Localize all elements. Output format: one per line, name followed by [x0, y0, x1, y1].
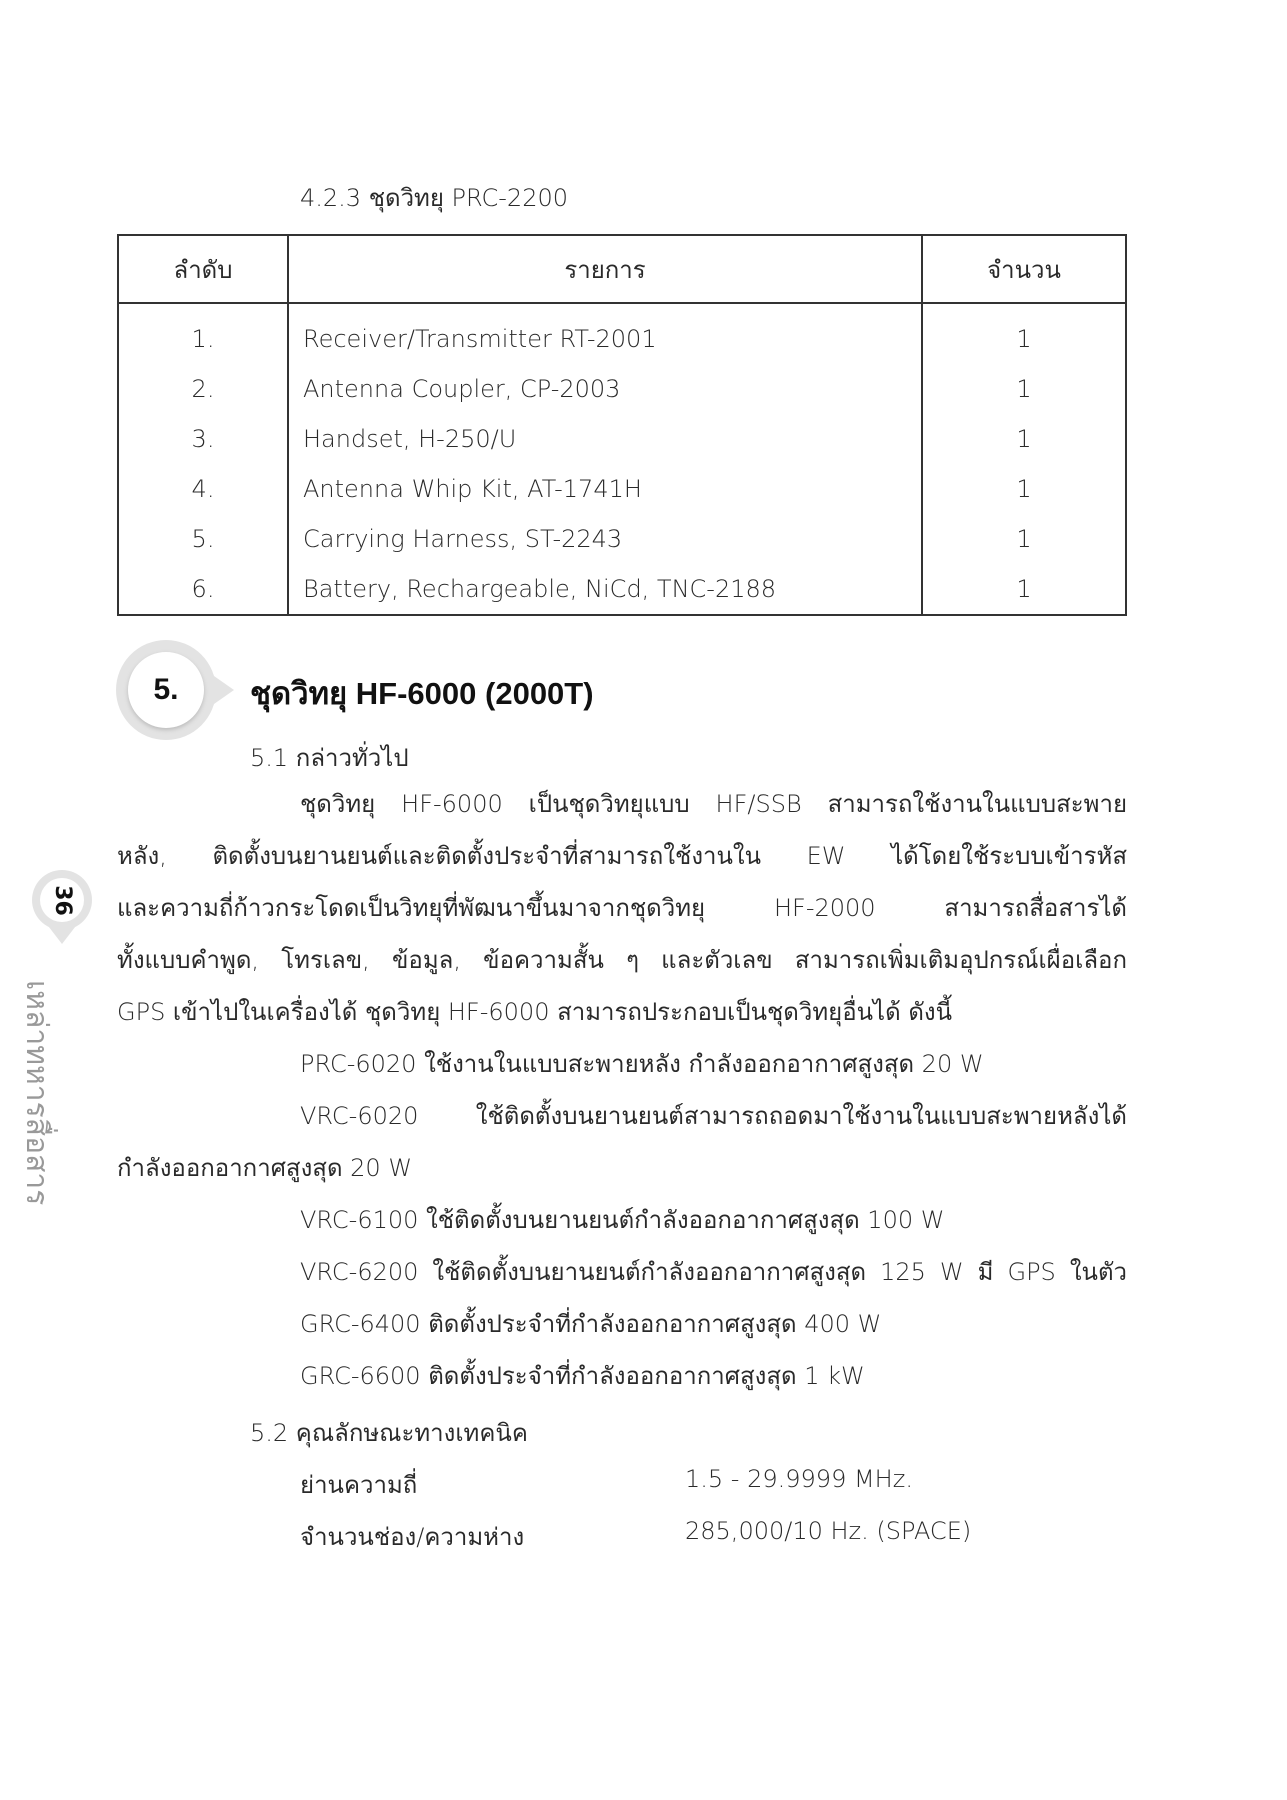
variant-line: VRC-6020 ใช้ติดตั้งบนยานยนต์สามารถถอดมาใช้งานในแบบสะพายหลังได้	[300, 1102, 1127, 1130]
table-row	[118, 414, 1126, 464]
row-item: Handset, H-250/U	[288, 414, 922, 464]
row-item: Carrying Harness, ST-2243	[288, 514, 922, 564]
spec-row	[300, 1517, 971, 1556]
spec-label: ย่านความถี่	[300, 1471, 418, 1499]
row-order: 1.	[118, 303, 288, 364]
variant-line: VRC-6200 ใช้ติดตั้งบนยานยนต์กำลังออกอากาศสูงสุด 125 W มี GPS ในตัว	[300, 1258, 1127, 1286]
subheading-general: 5.1 กล่าวทั่วไป	[250, 744, 409, 772]
page-number: 36	[49, 884, 75, 916]
table-row	[118, 514, 1126, 564]
body-paragraph	[117, 778, 1127, 1402]
paragraph-line: GPS เข้าไปในเครื่องได้ ชุดวิทยุ HF-6000 สามารถประกอบเป็นชุดวิทยุอื่นได้ ดังนี้	[117, 998, 953, 1026]
variant-line: GRC-6400 ติดตั้งประจำที่กำลังออกอากาศสูงสุด 400 W	[300, 1310, 882, 1338]
variant-line: PRC-6020 ใช้งานในแบบสะพายหลัง กำลังออกอากาศสูงสุด 20 W	[300, 1050, 984, 1078]
paragraph-line: ชุดวิทยุ HF-6000 เป็นชุดวิทยุแบบ HF/SSB สามารถใช้งานในแบบสะพาย	[300, 790, 1127, 818]
row-order: 3.	[118, 414, 288, 464]
equipment-table	[117, 234, 1127, 616]
variant-line: กำลังออกอากาศสูงสุด 20 W	[117, 1154, 413, 1182]
row-item: Antenna Whip Kit, AT-1741H	[288, 464, 922, 514]
table-row	[118, 564, 1126, 615]
row-quantity: 1	[922, 303, 1126, 364]
page-number-tab	[28, 870, 98, 960]
row-item: Antenna Coupler, CP-2003	[288, 364, 922, 414]
spec-value: 1.5 - 29.9999 MHz.	[685, 1465, 913, 1493]
row-order: 4.	[118, 464, 288, 514]
spec-value: 285,000/10 Hz. (SPACE)	[685, 1517, 972, 1545]
variant-line: GRC-6600 ติดตั้งประจำที่กำลังออกอากาศสูงสุด 1 kW	[300, 1362, 865, 1390]
row-item: Battery, Rechargeable, NiCd, TNC-2188	[288, 564, 922, 615]
paragraph-line: ทั้งแบบคำพูด, โทรเลข, ข้อมูล, ข้อความสั้น ๆ และตัวเลข สามารถเพิ่มเติมอุปกรณ์เผื่อเลือก	[117, 946, 1127, 974]
table-row	[118, 303, 1126, 364]
table-row	[118, 364, 1126, 414]
row-quantity: 1	[922, 514, 1126, 564]
table-row	[118, 464, 1126, 514]
variant-line: VRC-6100 ใช้ติดตั้งบนยานยนต์กำลังออกอากาศสูงสุด 100 W	[300, 1206, 945, 1234]
table-caption: 4.2.3 ชุดวิทยุ PRC-2200	[300, 184, 569, 212]
row-item: Receiver/Transmitter RT-2001	[288, 303, 922, 364]
subheading-technical: 5.2 คุณลักษณะทางเทคนิค	[250, 1419, 528, 1447]
spec-row	[300, 1465, 913, 1504]
section-number: 5.	[128, 652, 204, 728]
paragraph-line: หลัง, ติดตั้งบนยานยนต์และติดตั้งประจำที่สามารถใช้งานใน EW ได้โดยใช้ระบบเข้ารหัส	[117, 842, 1127, 870]
row-quantity: 1	[922, 414, 1126, 464]
row-quantity: 1	[922, 364, 1126, 414]
row-quantity: 1	[922, 464, 1126, 514]
section-heading: ชุดวิทยุ HF-6000 (2000T)	[250, 676, 594, 711]
header-order: ลำดับ	[118, 235, 288, 303]
row-order: 6.	[118, 564, 288, 615]
row-order: 5.	[118, 514, 288, 564]
header-item: รายการ	[288, 235, 922, 303]
spec-label: จำนวนช่อง/ความห่าง	[300, 1523, 525, 1551]
header-quantity: จำนวน	[922, 235, 1126, 303]
row-order: 2.	[118, 364, 288, 414]
side-running-title: เหล่าทหารสื่อสาร	[19, 980, 54, 1206]
paragraph-line: และความถี่ก้าวกระโดดเป็นวิทยุที่พัฒนาขึ้นมาจากชุดวิทยุ HF-2000 สามารถสื่อสารได้	[117, 894, 1127, 922]
section-number-badge	[116, 640, 226, 750]
row-quantity: 1	[922, 564, 1126, 615]
